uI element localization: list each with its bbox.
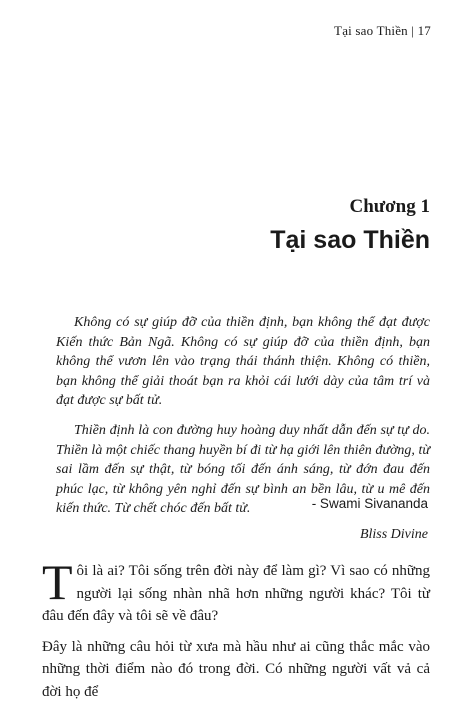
body-text	[42, 554, 430, 711]
body-paragraph-1-text: ôi là ai? Tôi sống trên đời này để làm gì? Vì sao có những người lại sống nhàn nhã hơn những người khác? Tôi từ đâu đến đây và tôi sẽ về đâu?	[42, 563, 430, 624]
chapter-number: Chương 1	[349, 196, 430, 217]
drop-cap: T	[42, 554, 73, 610]
body-paragraph-1	[42, 554, 430, 628]
epigraph-paragraph-1: Không có sự giúp đỡ của thiền định, bạn không thể đạt được Kiến thức Bản Ngã. Không có sự giúp đỡ của thiền định, bạn không thể vươn lên vào trạng thái thánh thiện. Không có thiền, bạn không thể giải thoát bạn ra khỏi cái lưới dày của tâm trí và đạt được sự bất tử.	[56, 315, 430, 409]
chapter-title: Tại sao Thiền	[270, 226, 430, 254]
epigraph-paragraph-2: Thiền định là con đường huy hoàng duy nhất dẫn đến sự tự do. Thiền là một chiếc thang huyền bí đi từ hạ giới lên thiên đường, từ sai lầm đến sự thật, từ bóng tối đến ánh sáng, từ đớn đau đến phúc lạc, từ không yên nghỉ đến sự bình an bền lâu, từ u mê đến kiến thức. Từ chết chóc đến bất tử.	[56, 422, 430, 517]
body-paragraph-2: Đây là những câu hỏi từ xưa mà hầu như ai cũng thắc mắc vào những thời điểm nào đó trong đời. Có những người vất vả cả đời họ để	[42, 638, 430, 700]
epigraph-attribution: - Swami Sivananda	[311, 496, 428, 511]
epigraph-source: Bliss Divine	[359, 527, 428, 542]
running-header: Tại sao Thiền | 17	[334, 23, 431, 38]
